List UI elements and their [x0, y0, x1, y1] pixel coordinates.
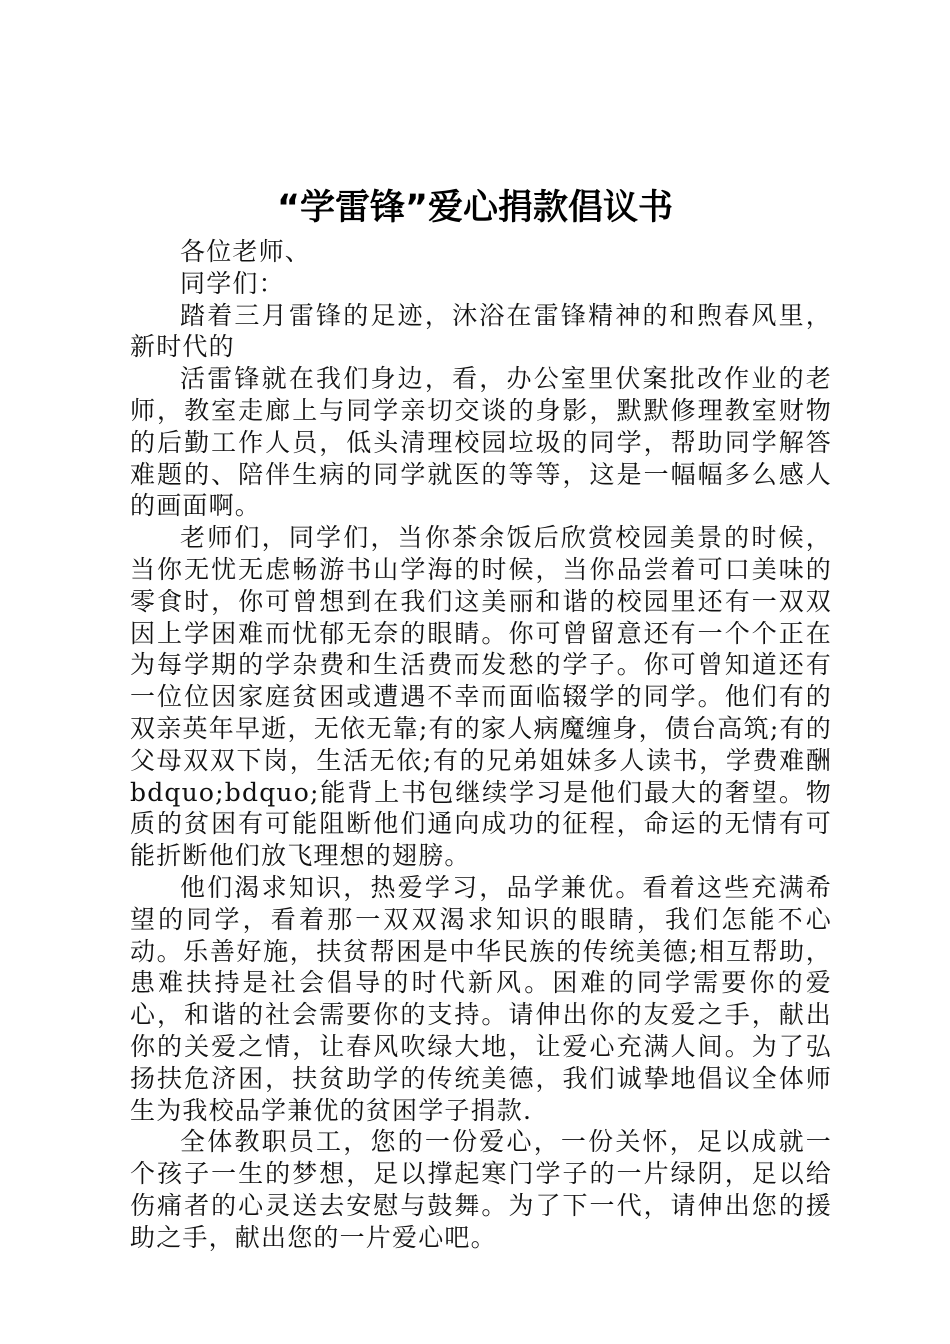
body-paragraph: 他们渴求知识，热爱学习，品学兼优。看着这些充满希望的同学，看着那一双双渴求知识的眼睛，我们怎能不心动。乐善好施，扶贫帮困是中华民族的传统美德;相互帮助，患难扶持是社会倡导的时代新风。困难的同学需要你的爱心，和谐的社会需要你的支持。请伸出你的友爱之手，献出你的关爱之情，让春风吹绿大地，让爱心充满人间。为了弘扬扶危济困，扶贫助学的传统美德，我们诚挚地倡议全体师生为我校品学兼优的贫困学子捐款.	[130, 872, 832, 1125]
body-paragraph: 踏着三月雷锋的足迹，沐浴在雷锋精神的和煦春风里，新时代的	[130, 300, 832, 362]
salutation-line: 各位老师、	[180, 237, 312, 266]
document-title: “学雷锋”爱心捐款倡议书	[276, 188, 673, 228]
body-paragraph: 活雷锋就在我们身边，看，办公室里伏案批改作业的老师，教室走廊上与同学亲切交谈的身影，默默修理教室财物的后勤工作人员，低头清理校园垃圾的同学，帮助同学解答难题的、陪伴生病的同学就医的等等，这是一幅幅多么感人的画面啊。	[130, 364, 832, 521]
body-paragraph: 全体教职员工，您的一份爱心，一份关怀，足以成就一个孩子一生的梦想，足以撑起寒门学子的一片绿阴，足以给伤痛者的心灵送去安慰与鼓舞。为了下一代，请伸出您的援助之手，献出您的一片爱心吧。	[130, 1127, 832, 1252]
document-body	[130, 236, 832, 1254]
body-paragraph: 老师们，同学们，当你茶余饭后欣赏校园美景的时候，当你无忧无虑畅游书山学海的时候，当你品尝着可口美味的零食时，你可曾想到在我们这美丽和谐的校园里还有一双双因上学困难而忧郁无奈的眼睛。你可曾留意还有一个个正在为每学期的学杂费和生活费而发愁的学子。你可曾知道还有一位位因家庭贫困或遭遇不幸而面临辍学的同学。他们有的双亲英年早逝，无依无靠;有的家人病魔缠身，债台高筑;有的父母双双下岗，生活无依;有的兄弟姐妹多人读书，学费难酬bdquo;bdquo;能背上书包继续学习是他们最大的奢望。物质的贫困有可能阻断他们通向成功的征程，命运的无情有可能折断他们放飞理想的翅膀。	[130, 523, 832, 871]
salutation-line: 同学们：	[180, 268, 285, 298]
